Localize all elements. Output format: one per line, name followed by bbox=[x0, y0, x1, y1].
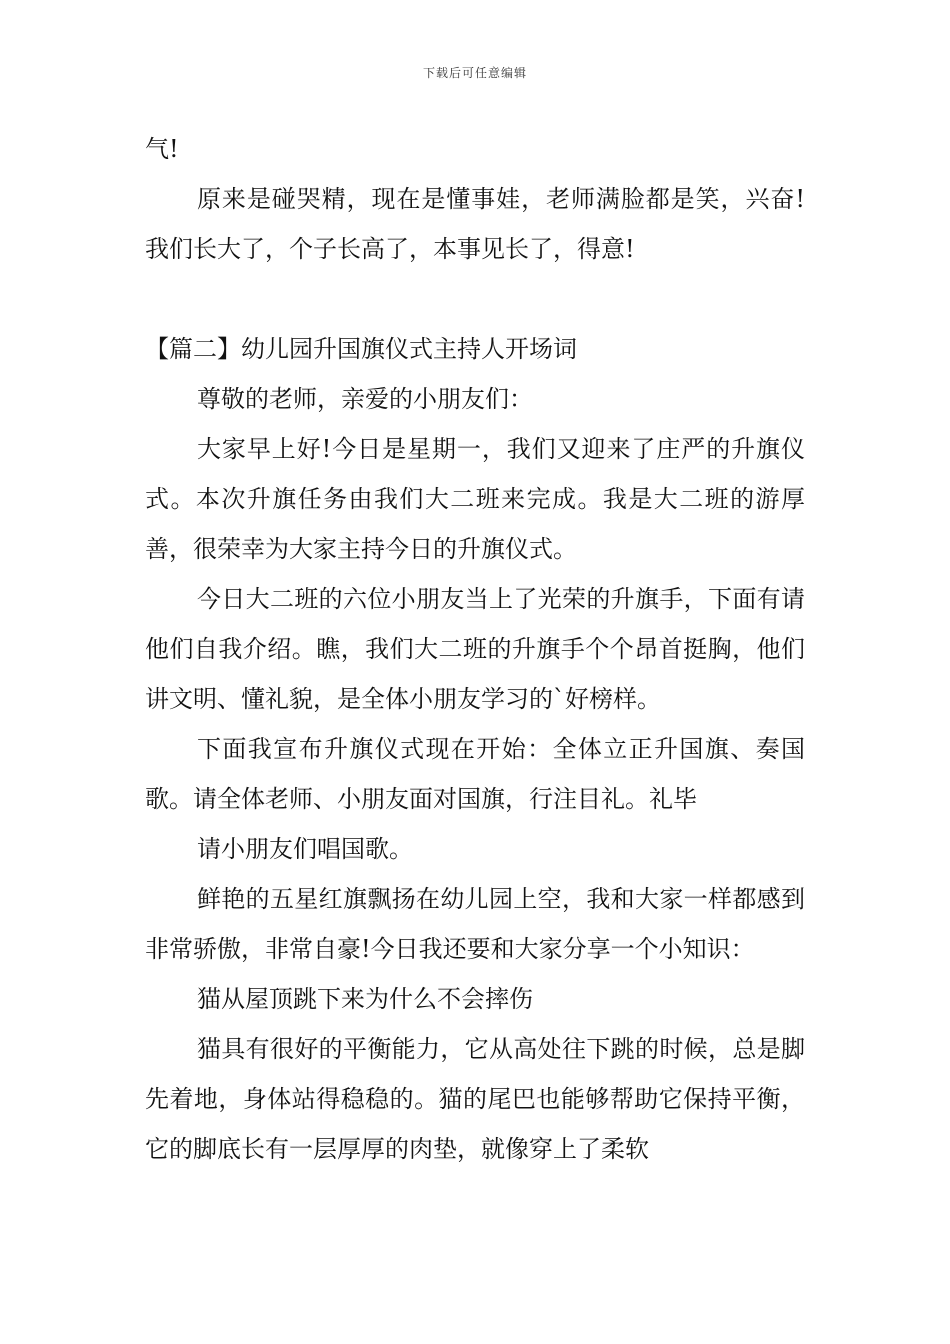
paragraph-gap bbox=[145, 274, 805, 324]
document-body bbox=[145, 124, 805, 1174]
paragraph: 大家早上好!今日是星期一，我们又迎来了庄严的升旗仪式。本次升旗任务由我们大二班来完成。我是大二班的游厚善，很荣幸为大家主持今日的升旗仪式。 bbox=[145, 435, 805, 563]
paragraph: 猫从屋顶跳下来为什么不会摔伤 bbox=[197, 985, 533, 1013]
section-heading: 【篇二】幼儿园升国旗仪式主持人开场词 bbox=[145, 335, 577, 363]
paragraph: 气! bbox=[145, 135, 179, 163]
paragraph: 今日大二班的六位小朋友当上了光荣的升旗手，下面有请他们自我介绍。瞧，我们大二班的升旗手个个昂首挺胸，他们讲文明、懂礼貌，是全体小朋友学习的`好榜样。 bbox=[145, 585, 805, 713]
paragraph: 下面我宣布升旗仪式现在开始：全体立正升国旗、奏国歌。请全体老师、小朋友面对国旗，行注目礼。礼毕 bbox=[145, 735, 805, 813]
page-header-note: 下载后可任意编辑 bbox=[422, 66, 527, 80]
paragraph: 原来是碰哭精，现在是懂事娃，老师满脸都是笑，兴奋!我们长大了，个子长高了，本事见长了，得意! bbox=[145, 185, 805, 263]
paragraph: 猫具有很好的平衡能力，它从高处往下跳的时候，总是脚先着地，身体站得稳稳的。猫的尾巴也能够帮助它保持平衡，它的脚底长有一层厚厚的肉垫，就像穿上了柔软 bbox=[145, 1035, 805, 1163]
paragraph: 鲜艳的五星红旗飘扬在幼儿园上空，我和大家一样都感到非常骄傲，非常自豪!今日我还要和大家分享一个小知识： bbox=[145, 885, 805, 963]
paragraph: 请小朋友们唱国歌。 bbox=[197, 835, 413, 863]
paragraph: 尊敬的老师，亲爱的小朋友们： bbox=[197, 385, 533, 413]
